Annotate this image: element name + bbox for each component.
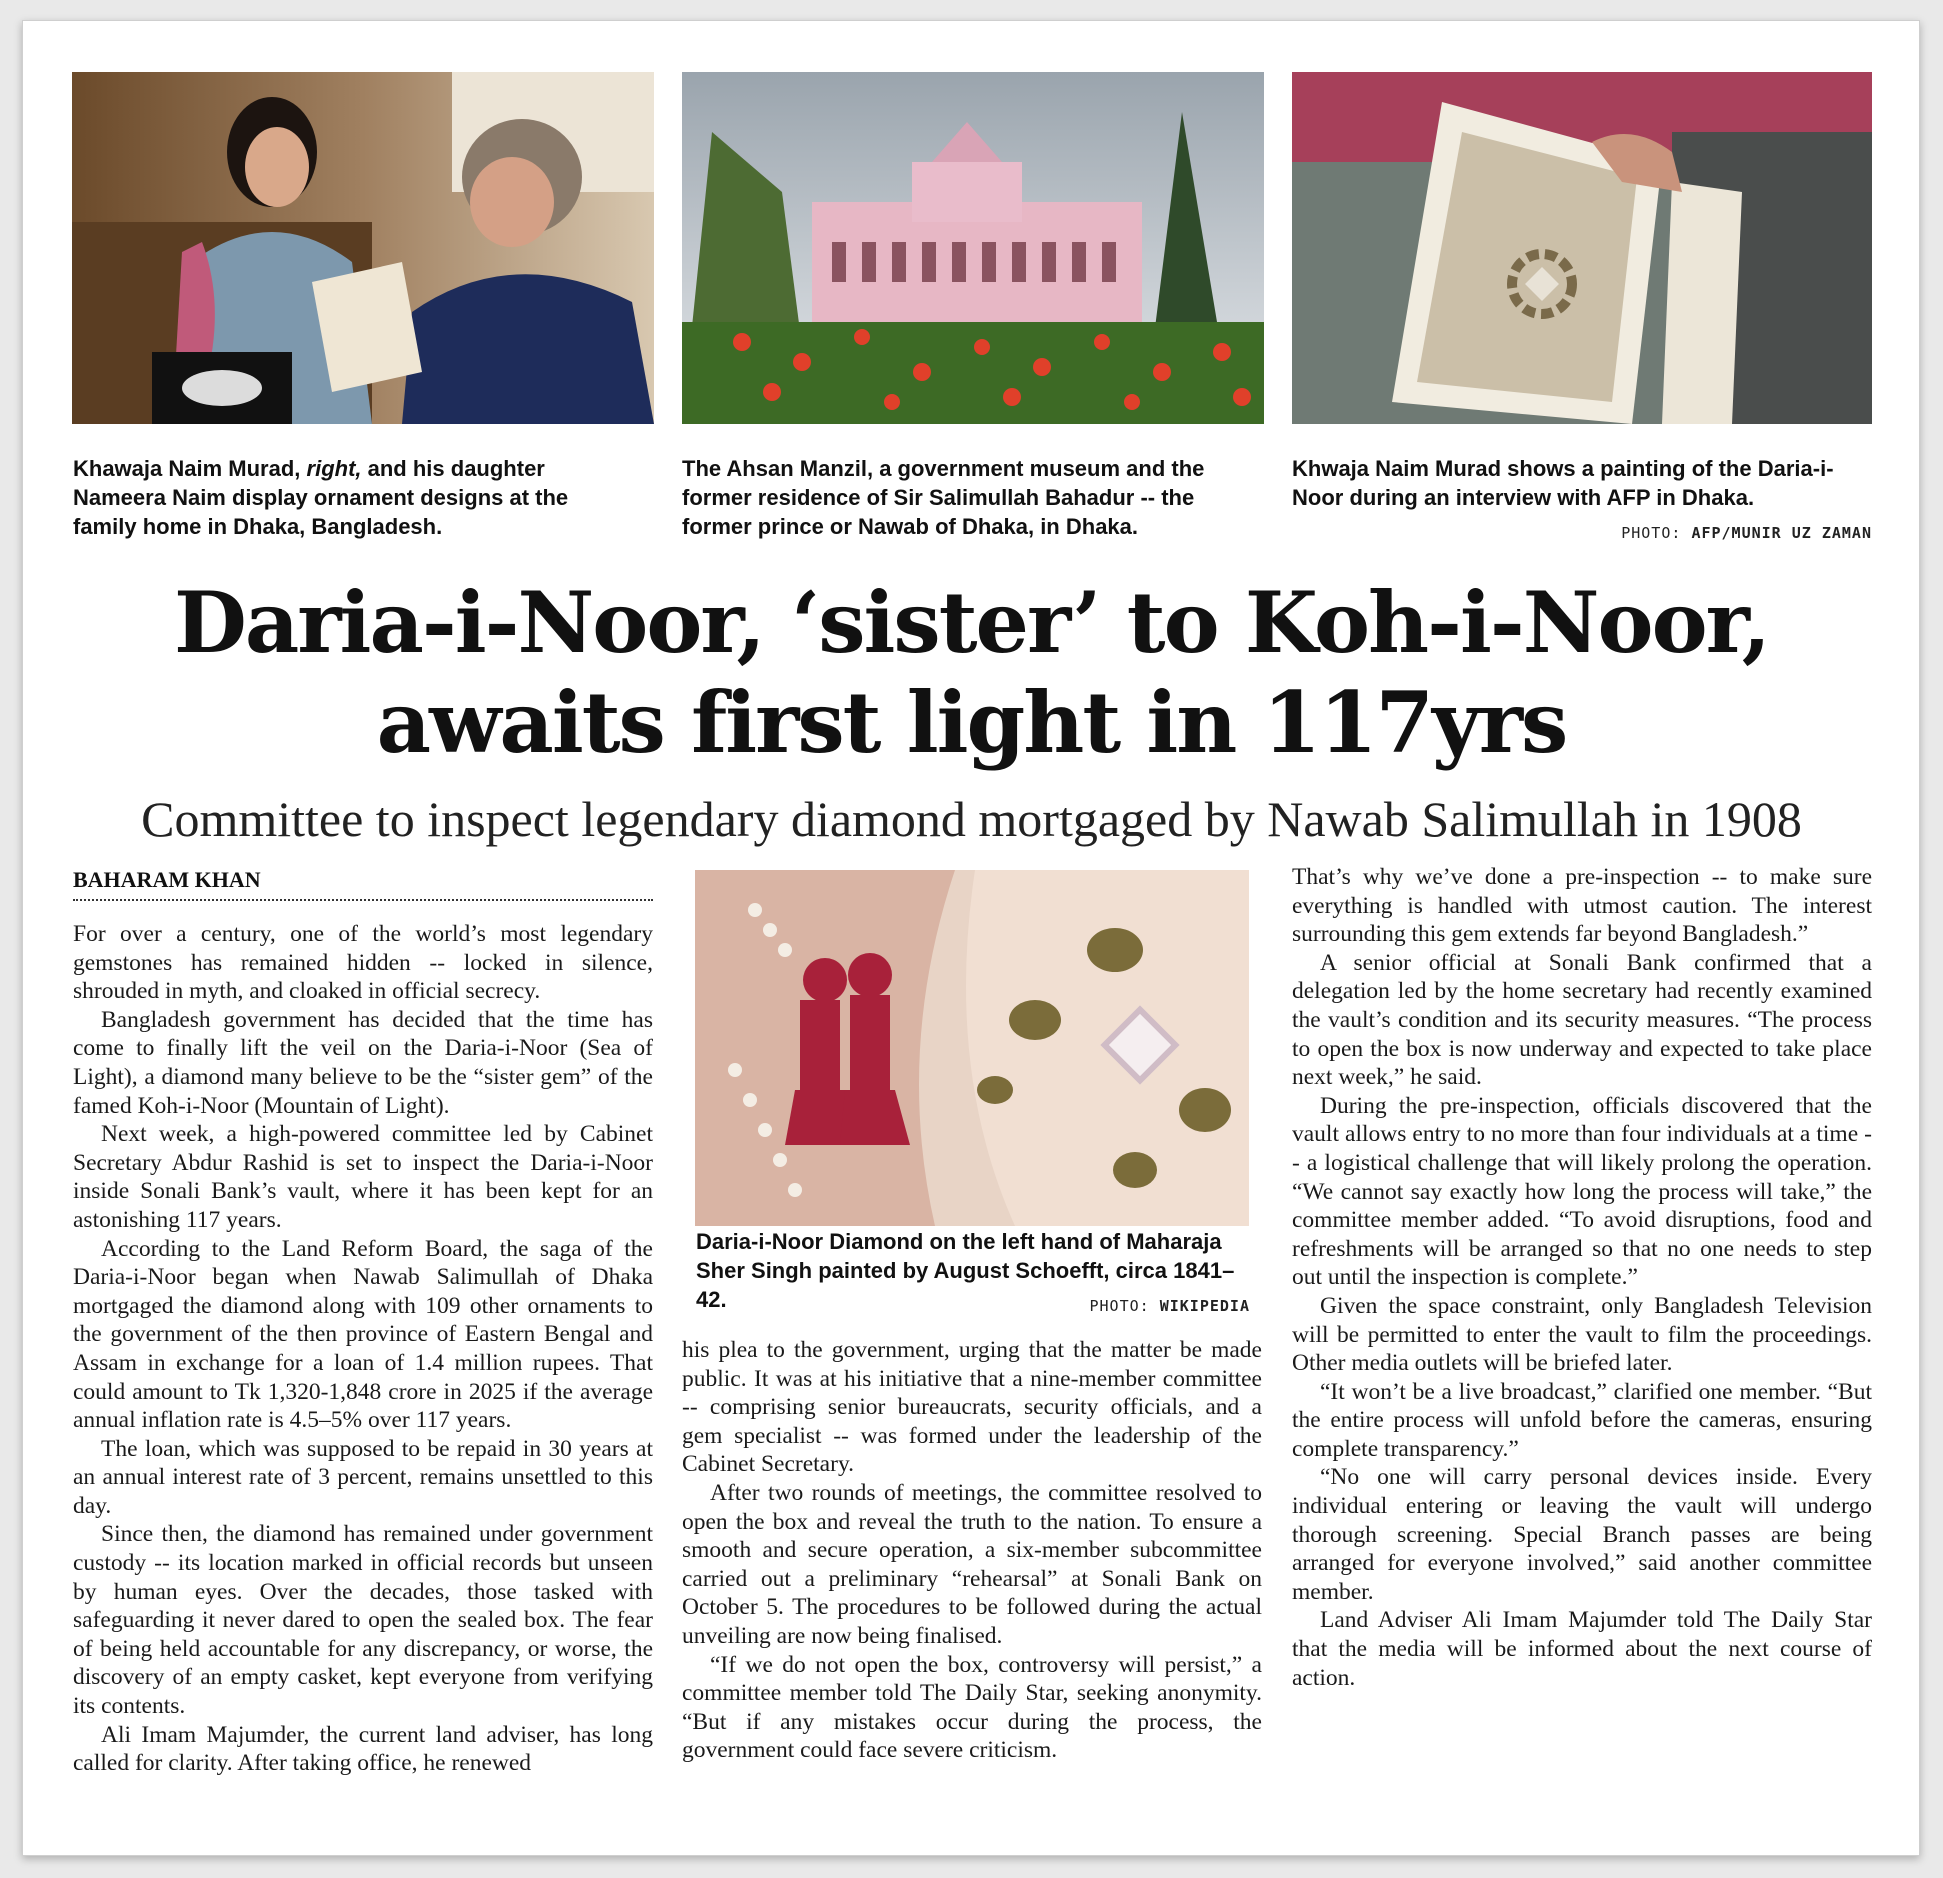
paragraph: Next week, a high-powered committee led by Cabinet Secretary Abdur Rashid is set to inspect the Daria-i-Noor inside Sonali Bank’s vault, where it has been kept for an astonishing 117 years. bbox=[73, 1121, 653, 1233]
family-photo bbox=[72, 72, 654, 424]
paragraph: The loan, which was supposed to be repaid in 30 years at an annual interest rate of 3 percent, remains unsettled to this day. bbox=[73, 1435, 653, 1519]
paragraph: Given the space constraint, only Bangladesh Television will be permitted to enter the vault to film the proceedings. Other media outlets will be briefed later. bbox=[1292, 1292, 1872, 1377]
article-column-1 bbox=[73, 920, 653, 1778]
paragraph: “No one will carry personal devices inside. Every individual entering or leaving the vault will undergo thorough screening. Special Branch passes are being arranged for everyone involved,” said another committee member. bbox=[1292, 1464, 1872, 1605]
paragraph: During the pre-inspection, officials discovered that the vault allows entry to no more than four individuals at a time -- a logistical challenge that will likely prolong the operation. “We cannot say exactly how long the process will take,” the committee member added. “To avoid disruptions, food and refreshments will be arranged so that no one needs to step out until the inspection is complete.” bbox=[1292, 1092, 1872, 1291]
paragraph: “If we do not open the box, controversy will persist,” a committee member told The Daily Star, seeking anonymity. “But if any mistakes occur during the process, the government could face severe criticism. bbox=[682, 1651, 1262, 1764]
paragraph: That’s why we’ve done a pre-inspection -- to make sure everything is handled with utmost caution. The interest surrounding this gem extends far beyond Bangladesh.” bbox=[1292, 864, 1872, 948]
paragraph: Land Adviser Ali Imam Majumder told The Daily Star that the media will be informed about the next course of action. bbox=[1292, 1607, 1872, 1691]
portrait-credit: PHOTO: WIKIPEDIA bbox=[1089, 1297, 1250, 1315]
paragraph: A senior official at Sonali Bank confirmed that a delegation led by the home secretary had recently examined the vault’s condition and its security measures. “The process to open the box is now underway and expected to take place next week,” he said. bbox=[1292, 949, 1872, 1091]
family-photo-caption: Khawaja Naim Murad, right, and his daughter Nameera Naim display ornament designs at the family home in Dhaka, Bangladesh. bbox=[73, 456, 569, 539]
paragraph: For over a century, one of the world’s most legendary gemstones has remained hidden -- locked in silence, shrouded in myth, and cloaked in official secrecy. bbox=[73, 921, 653, 1005]
subheadline: Committee to inspect legendary diamond mortgaged by Nawab Salimullah in 1908 bbox=[141, 791, 1802, 847]
article-column-3 bbox=[1292, 863, 1872, 1692]
portrait-painting-image bbox=[695, 870, 1249, 1226]
headline-line-1: Daria-i-Noor, ‘sister’ to Koh-i-Noor, bbox=[174, 573, 1769, 672]
byline: BAHARAM KHAN bbox=[73, 867, 653, 901]
headline-line-2: awaits first light in 117yrs bbox=[376, 673, 1567, 772]
paragraph: “It won’t be a live broadcast,” clarified one member. “But the entire process will unfold before the cameras, ensuring complete transparency.” bbox=[1292, 1378, 1872, 1462]
paragraph: After two rounds of meetings, the committee resolved to open the box and reveal the truth to the nation. To ensure a smooth and secure operation, a six-member subcommittee carried out a preliminary “rehearsal” at Sonali Bank on October 5. The procedures to be followed during the actual unveiling are now being finalised. bbox=[682, 1479, 1262, 1649]
paragraph: Bangladesh government has decided that the time has come to finally lift the veil on the Daria-i-Noor (Sea of Light), a diamond many believe to be the “sister gem” of the famed Koh-i-Noor (Mountain of Light). bbox=[73, 1006, 653, 1119]
portrait-caption: Daria-i-Noor Diamond on the left hand of Maharaja Sher Singh painted by August Schoefft, circa 1841–42. bbox=[696, 1229, 1235, 1312]
painting-photo-caption: Khwaja Naim Murad shows a painting of the Daria-i-Noor during an interview with AFP in Dhaka. bbox=[1292, 456, 1834, 510]
ahsan-manzil-caption: The Ahsan Manzil, a government museum and the former residence of Sir Salimullah Bahadur -- the former prince or Nawab of Dhaka, in Dhaka. bbox=[682, 456, 1205, 539]
ahsan-manzil-photo bbox=[682, 72, 1264, 424]
painting-photo bbox=[1292, 72, 1872, 424]
paragraph: his plea to the government, urging that the matter be made public. It was at his initiative that a nine-member committee -- comprising senior bureaucrats, security officials, and a gem specialist -- was formed under the leadership of the Cabinet Secretary. bbox=[682, 1337, 1262, 1478]
paragraph: According to the Land Reform Board, the saga of the Daria-i-Noor began when Nawab Salimullah of Dhaka mortgaged the diamond along with 109 other ornaments to the government of the then province of Eastern Bengal and Assam in exchange for a loan of 1.4 million rupees. That could amount to Tk 1,320-1,848 crore in 2025 if the average annual inflation rate is 4.5–5% over 117 years. bbox=[73, 1235, 653, 1434]
painting-photo-credit: PHOTO: AFP/MUNIR UZ ZAMAN bbox=[1621, 524, 1872, 542]
paragraph: Since then, the diamond has remained under government custody -- its location marked in official records but unseen by human eyes. Over the decades, those tasked with safeguarding it never dared to open the sealed box. The fear of being held accountable for any discrepancy, or worse, the discovery of an empty casket, kept everyone from verifying its contents. bbox=[73, 1521, 653, 1720]
paragraph: Ali Imam Majumder, the current land adviser, has long called for clarity. After taking office, he renewed bbox=[73, 1721, 653, 1777]
article-column-2 bbox=[682, 1336, 1262, 1765]
